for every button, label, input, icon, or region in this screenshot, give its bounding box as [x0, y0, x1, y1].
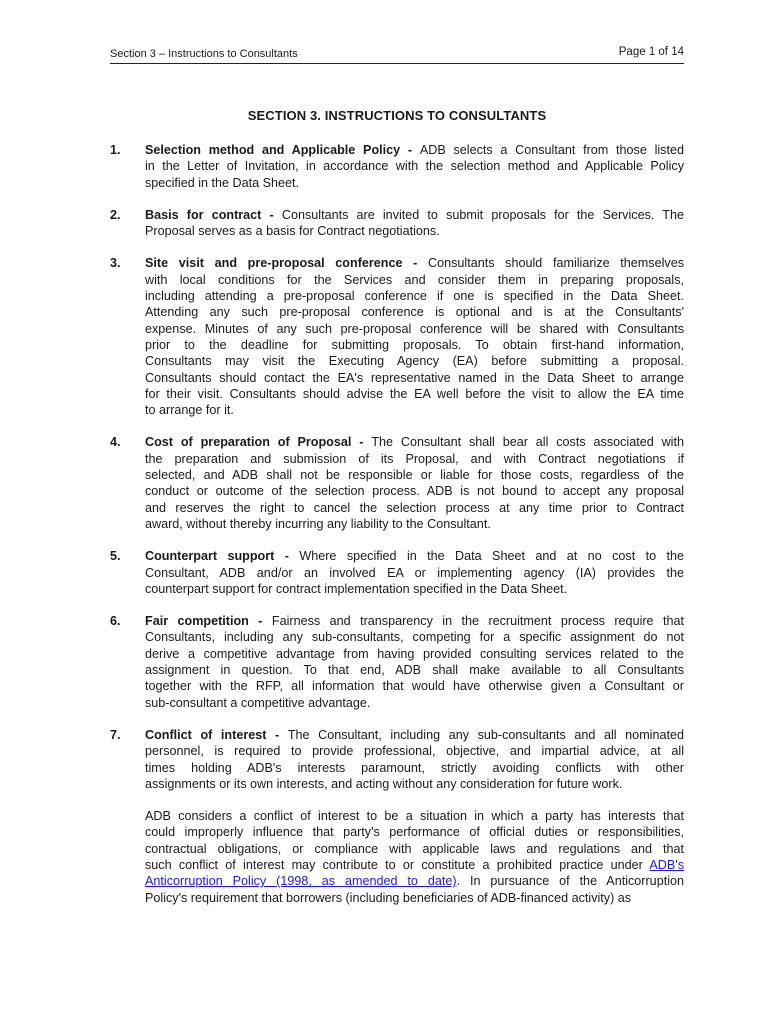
clause-heading: Counterpart support - [145, 549, 300, 564]
clause-number: 2. [110, 207, 121, 222]
clause-text: Consultants should contact the EA's representative named in the Data Sheet to arrange [145, 370, 684, 385]
clause-text: assignments or its own interests, and acting without any consideration for future work. [145, 776, 623, 791]
text-line [145, 629, 684, 645]
clause-text: The Consultant shall bear all costs associated with [371, 435, 684, 450]
page-header [110, 47, 684, 64]
clause-heading: Cost of preparation of Proposal - [145, 435, 372, 450]
clause-text: derive a competitive advantage from having provided consulting services related to the [145, 646, 684, 661]
clause-number: 3. [110, 256, 121, 271]
clause-number: 6. [110, 614, 121, 629]
text-line [145, 142, 684, 158]
numbered-clause [110, 434, 684, 532]
clause-text: award, without thereby incurring any liability to the Consultant. [145, 516, 491, 531]
paragraph-text: such conflict of interest may contribute to or constitute a prohibited practice under [145, 857, 650, 872]
text-line [145, 613, 684, 629]
clause-text: assignment in question. To that end, ADB shall make available to all Consultants [145, 663, 684, 678]
clause-heading: Site visit and pre-proposal conference - [145, 256, 429, 271]
clause-text: Consultant, ADB and/or an involved EA or implementing agency (IA) provides the [145, 565, 684, 580]
text-line [145, 678, 684, 694]
header-section-title: Section 3 – Instructions to Consultants [110, 48, 298, 60]
text-line [145, 353, 684, 369]
text-line [145, 158, 684, 174]
numbered-clause [110, 142, 684, 191]
paragraph-text: Policy's requirement that borrowers (including beneficiaries of ADB-financed activity) as [145, 890, 632, 905]
clause-text: to arrange for it. [145, 403, 234, 418]
paragraph-text: ADB considers a conflict of interest to be a situation in which a party has interests that [145, 809, 684, 824]
text-line [145, 824, 684, 840]
text-line [145, 207, 684, 223]
clause-text: Consultants are invited to submit proposals for the Services. The [281, 207, 684, 222]
clause-text: for their visit. Consultants should advise the EA well before the visit to allow the EA time [145, 386, 684, 401]
clause-text: ADB selects a Consultant from those listed [419, 143, 684, 157]
clause-text: Consultants should familiarize themselves [428, 256, 684, 271]
document-body [110, 142, 684, 922]
text-line [145, 370, 684, 386]
text-line [145, 760, 684, 776]
clause-heading: Fair competition - [145, 614, 272, 629]
header-page-number: Page 1 of 14 [618, 46, 684, 58]
text-line [145, 808, 684, 824]
clause-text: selected, and ADB shall not be responsible or liable for those costs, regardless of the [145, 468, 684, 483]
clause-number: 5. [110, 549, 121, 564]
clause-number: 7. [110, 727, 121, 742]
text-line [145, 288, 684, 304]
text-line [145, 337, 684, 353]
text-line [145, 890, 684, 906]
clause-text: times holding ADB's interests paramount, strictly avoiding conflicts with other [145, 760, 684, 775]
clause-heading: Conflict of interest - [145, 727, 288, 742]
clause-text: in the Letter of Invitation, in accordance with the selection method and Applicable Policy [145, 159, 684, 174]
text-line [145, 695, 684, 711]
conflict-of-interest-paragraph [110, 808, 684, 906]
text-line [145, 857, 684, 873]
paragraph-text: contractual obligations, or compliance with applicable laws and regulations and that [145, 841, 684, 856]
clause-text: sub-consultant a competitive advantage. [145, 695, 371, 710]
paragraph-text: . In pursuance of the Anticorruption [456, 874, 684, 889]
clause-text: Consultants, including any sub-consultants, competing for a specific assignment do not [145, 630, 684, 645]
text-line [145, 402, 684, 418]
clause-text: and reserves the right to cancel the selection process at any time prior to Contract [145, 500, 684, 515]
numbered-clause [110, 727, 684, 792]
document-title: SECTION 3. INSTRUCTIONS TO CONSULTANTS [247, 108, 547, 123]
clause-text: the preparation and submission of its Proposal, and with Contract negotiations if [145, 451, 684, 466]
clause-text: together with the RFP, all information that would have otherwise given a Consultant or [145, 679, 684, 694]
text-line [145, 565, 684, 581]
text-line [145, 223, 684, 239]
text-line [145, 386, 684, 402]
text-line [145, 255, 684, 271]
clause-text: Fairness and transparency in the recruitment process require that [271, 614, 684, 629]
text-line [145, 646, 684, 662]
clause-text: Where specified in the Data Sheet and at no cost to the [299, 549, 685, 564]
text-line [145, 548, 684, 564]
text-line [145, 272, 684, 288]
text-line [145, 841, 684, 857]
text-line [145, 451, 684, 467]
text-line [145, 483, 684, 499]
clause-text: counterpart support for contract implementation specified in the Data Sheet. [145, 581, 568, 596]
numbered-clause [110, 613, 684, 711]
numbered-clause [110, 255, 684, 418]
text-line [145, 516, 684, 532]
text-line [145, 743, 684, 759]
text-line [145, 304, 684, 320]
numbered-clause [110, 207, 684, 240]
text-line [145, 776, 684, 792]
text-line [145, 175, 684, 191]
text-line [145, 500, 684, 516]
clause-text: specified in the Data Sheet. [145, 175, 300, 190]
clause-text: The Consultant, including any sub-consultants and all nominated [287, 727, 684, 742]
anticorruption-policy-link[interactable]: ADB's [649, 857, 684, 872]
anticorruption-policy-link[interactable]: Anticorruption Policy (1998, as amended to date) [145, 874, 457, 889]
clause-heading: Basis for contract - [145, 207, 282, 222]
paragraph-text: could improperly influence that party's performance of official duties or responsibilities, [145, 825, 684, 840]
text-line [145, 581, 684, 597]
numbered-clause [110, 548, 684, 597]
text-line [145, 434, 684, 450]
clause-number: 1. [110, 143, 121, 157]
clause-text: including attending a pre-proposal conference if one is specified in the Data Sheet. [145, 289, 684, 304]
text-line [145, 873, 684, 889]
text-line [145, 662, 684, 678]
text-line [145, 467, 684, 483]
clause-text: Consultants may visit the Executing Agency (EA) before submitting a proposal. [145, 354, 684, 369]
clause-text: with local conditions for the Services and consider them in preparing proposals, [145, 272, 684, 287]
text-line [145, 727, 684, 743]
clause-text: prior to the deadline for submitting proposals. To obtain first-hand information, [145, 337, 684, 352]
clause-text: conduct or outcome of the selection process. ADB is not bound to accept any proposal [145, 484, 684, 499]
clause-text: personnel, is required to provide professional, objective, and impartial advice, at all [145, 744, 684, 759]
clause-text: Proposal serves as a basis for Contract negotiations. [145, 224, 440, 239]
clause-heading: Selection method and Applicable Policy - [145, 143, 420, 157]
text-line [145, 321, 684, 337]
clause-text: Attending any such pre-proposal conference is optional and is at the Consultants' [145, 305, 684, 320]
clause-text: expense. Minutes of any such pre-proposal conference will be shared with Consultants [145, 321, 684, 336]
clause-number: 4. [110, 435, 121, 450]
